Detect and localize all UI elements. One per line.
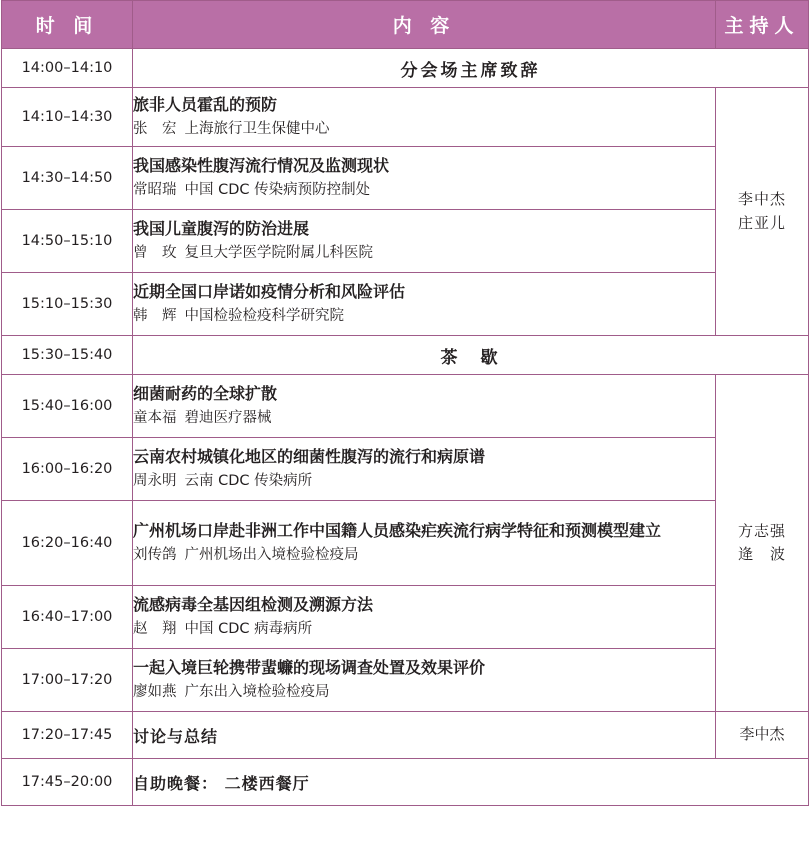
row-time: 14:50–15:10 — [2, 210, 133, 273]
speaker-name: 廖如燕 — [133, 683, 177, 700]
table-header-row — [2, 1, 809, 49]
row-content: 自助晚餐： 二楼西餐厅 — [133, 759, 809, 806]
talk-title: 一起入境巨轮携带蜚蠊的现场调查处置及效果评价 — [133, 658, 486, 678]
row-time: 14:00–14:10 — [2, 49, 133, 88]
session-schedule-table — [1, 0, 809, 806]
speaker-affiliation: 广东出入境检验检疫局 — [184, 683, 330, 700]
talk-speaker — [133, 306, 715, 327]
row-content — [133, 273, 716, 336]
row-content — [133, 438, 716, 501]
table-row — [2, 375, 809, 438]
host-name: 李中杰 — [737, 190, 786, 209]
row-center-text: 茶 歇 — [133, 336, 809, 375]
column-header-time: 时 间 — [2, 1, 133, 49]
table-row — [2, 147, 809, 210]
speaker-name: 周永明 — [133, 472, 177, 489]
table-row — [2, 649, 809, 712]
talk-speaker — [133, 119, 715, 140]
talk-title: 我国儿童腹泻的防治进展 — [133, 219, 310, 239]
host-group-1 — [716, 88, 809, 336]
speaker-affiliation: 中国 CDC 病毒病所 — [184, 620, 313, 637]
row-time: 16:40–17:00 — [2, 586, 133, 649]
speaker-affiliation: 碧迪医疗器械 — [184, 409, 272, 426]
host-name: 庄亚儿 — [737, 213, 786, 232]
talk-title: 流感病毒全基因组检测及溯源方法 — [133, 595, 374, 615]
speaker-name: 张 宏 — [133, 120, 177, 137]
talk-speaker — [133, 243, 715, 264]
row-content — [133, 375, 716, 438]
row-time: 16:00–16:20 — [2, 438, 133, 501]
talk-speaker — [133, 408, 715, 429]
table-row — [2, 336, 809, 375]
table-row — [2, 273, 809, 336]
row-content — [133, 501, 716, 586]
table-row — [2, 49, 809, 88]
row-center-text: 分会场主席致辞 — [133, 49, 809, 88]
speaker-name: 童本福 — [133, 409, 177, 426]
speaker-name: 曾 玫 — [133, 244, 177, 261]
table-row — [2, 759, 809, 806]
speaker-affiliation: 中国检验检疫科学研究院 — [184, 307, 344, 324]
talk-title: 旅非人员霍乱的预防 — [133, 95, 278, 115]
talk-speaker — [133, 180, 715, 201]
speaker-affiliation: 上海旅行卫生保健中心 — [184, 120, 330, 137]
table-row — [2, 501, 809, 586]
talk-speaker — [133, 682, 715, 703]
table-row — [2, 88, 809, 147]
host-name: 逄 波 — [737, 545, 786, 563]
column-header-host: 主持人 — [716, 1, 809, 49]
host-group-2 — [716, 375, 809, 712]
talk-title: 近期全国口岸诺如疫情分析和风险评估 — [133, 282, 406, 302]
speaker-name: 韩 辉 — [133, 307, 177, 324]
talk-title: 云南农村城镇化地区的细菌性腹泻的流行和病原谱 — [133, 447, 486, 467]
row-content: 讨论与总结 — [133, 712, 716, 759]
column-header-content: 内 容 — [133, 1, 716, 49]
talk-speaker — [133, 545, 715, 566]
host-single: 李中杰 — [716, 712, 809, 759]
row-content — [133, 147, 716, 210]
talk-speaker — [133, 471, 715, 492]
speaker-name: 赵 翔 — [133, 620, 177, 637]
row-time: 17:20–17:45 — [2, 712, 133, 759]
talk-title: 细菌耐药的全球扩散 — [133, 384, 278, 404]
row-content — [133, 586, 716, 649]
row-time: 14:10–14:30 — [2, 88, 133, 147]
row-content — [133, 649, 716, 712]
speaker-affiliation: 云南 CDC 传染病所 — [184, 472, 313, 489]
row-time: 17:45–20:00 — [2, 759, 133, 806]
row-time: 15:30–15:40 — [2, 336, 133, 375]
talk-speaker — [133, 619, 715, 640]
table-row — [2, 586, 809, 649]
speaker-affiliation: 复旦大学医学院附属儿科医院 — [184, 244, 373, 261]
row-time: 14:30–14:50 — [2, 147, 133, 210]
speaker-name: 刘传鸽 — [133, 546, 177, 563]
row-time: 15:10–15:30 — [2, 273, 133, 336]
row-time: 15:40–16:00 — [2, 375, 133, 438]
talk-title: 我国感染性腹泻流行情况及监测现状 — [133, 156, 390, 176]
row-content — [133, 210, 716, 273]
host-name: 方志强 — [737, 521, 786, 540]
speaker-affiliation: 中国 CDC 传染病预防控制处 — [184, 181, 371, 198]
row-time: 17:00–17:20 — [2, 649, 133, 712]
talk-title: 广州机场口岸赴非洲工作中国籍人员感染疟疾流行病学特征和预测模型建立 — [133, 521, 662, 541]
table-row — [2, 438, 809, 501]
table-row — [2, 712, 809, 759]
table-row — [2, 210, 809, 273]
row-content — [133, 88, 716, 147]
speaker-affiliation: 广州机场出入境检验检疫局 — [184, 546, 359, 563]
speaker-name: 常昭瑞 — [133, 181, 177, 198]
row-time: 16:20–16:40 — [2, 501, 133, 586]
